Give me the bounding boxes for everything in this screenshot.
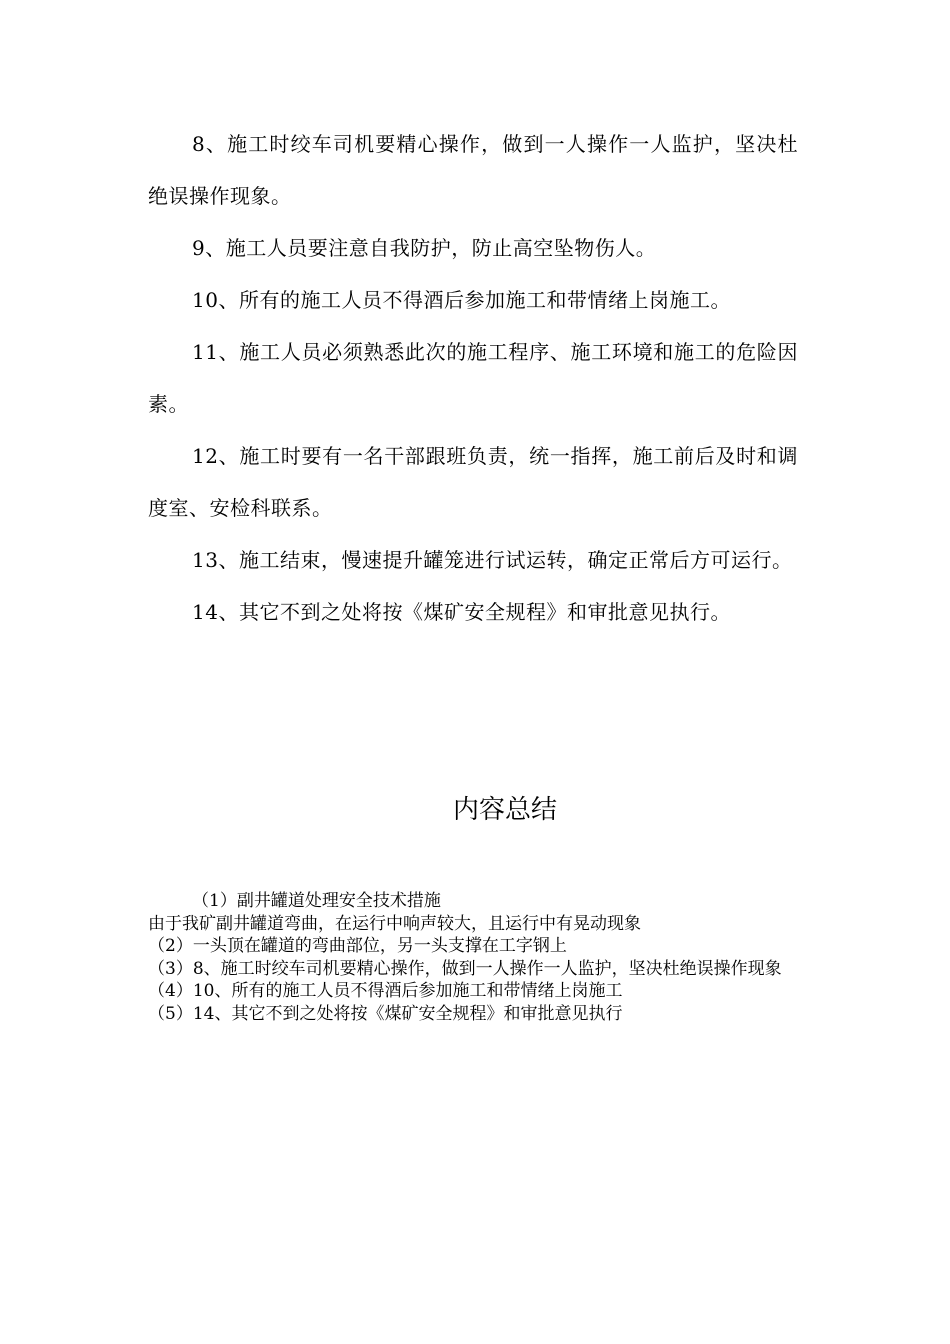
summary-section: [148, 890, 798, 1025]
measure-paragraph-13: 13、施工结束，慢速提升罐笼进行试运转，确定正常后方可运行。: [192, 548, 793, 572]
measure-paragraph-10: 10、所有的施工人员不得酒后参加施工和带情绪上岗施工。: [192, 288, 731, 312]
summary-line-3: （2）一头顶在罐道的弯曲部位，另一头支撑在工字钢上: [148, 936, 567, 956]
summary-title: 内容总结: [452, 795, 557, 825]
measure-paragraph-12: 12、施工时要有一名干部跟班负责，统一指挥，施工前后及时和调度室、安检科联系。: [148, 444, 798, 520]
summary-line-2: 由于我矿副井罐道弯曲，在运行中响声较大，且运行中有晃动现象: [148, 913, 641, 934]
summary-line-6: （5）14、其它不到之处将按《煤矿安全规程》和审批意见执行: [148, 1003, 623, 1024]
measure-paragraph-9: 9、施工人员要注意自我防护，防止高空坠物伤人。: [192, 236, 657, 260]
summary-line-5: （4）10、所有的施工人员不得酒后参加施工和带情绪上岗施工: [148, 981, 623, 1001]
summary-line-1: （1）副井罐道处理安全技术措施: [192, 891, 441, 911]
measure-paragraph-11: 11、施工人员必须熟悉此次的施工程序、施工环境和施工的危险因素。: [148, 340, 798, 416]
summary-line-4: （3）8、施工时绞车司机要精心操作，做到一人操作一人监护，坚决杜绝误操作现象: [148, 958, 782, 979]
measures-list: [148, 118, 798, 638]
measure-paragraph-8: 8、施工时绞车司机要精心操作，做到一人操作一人监护，坚决杜绝误操作现象。: [148, 132, 798, 208]
measure-paragraph-14: 14、其它不到之处将按《煤矿安全规程》和审批意见执行。: [192, 600, 731, 624]
